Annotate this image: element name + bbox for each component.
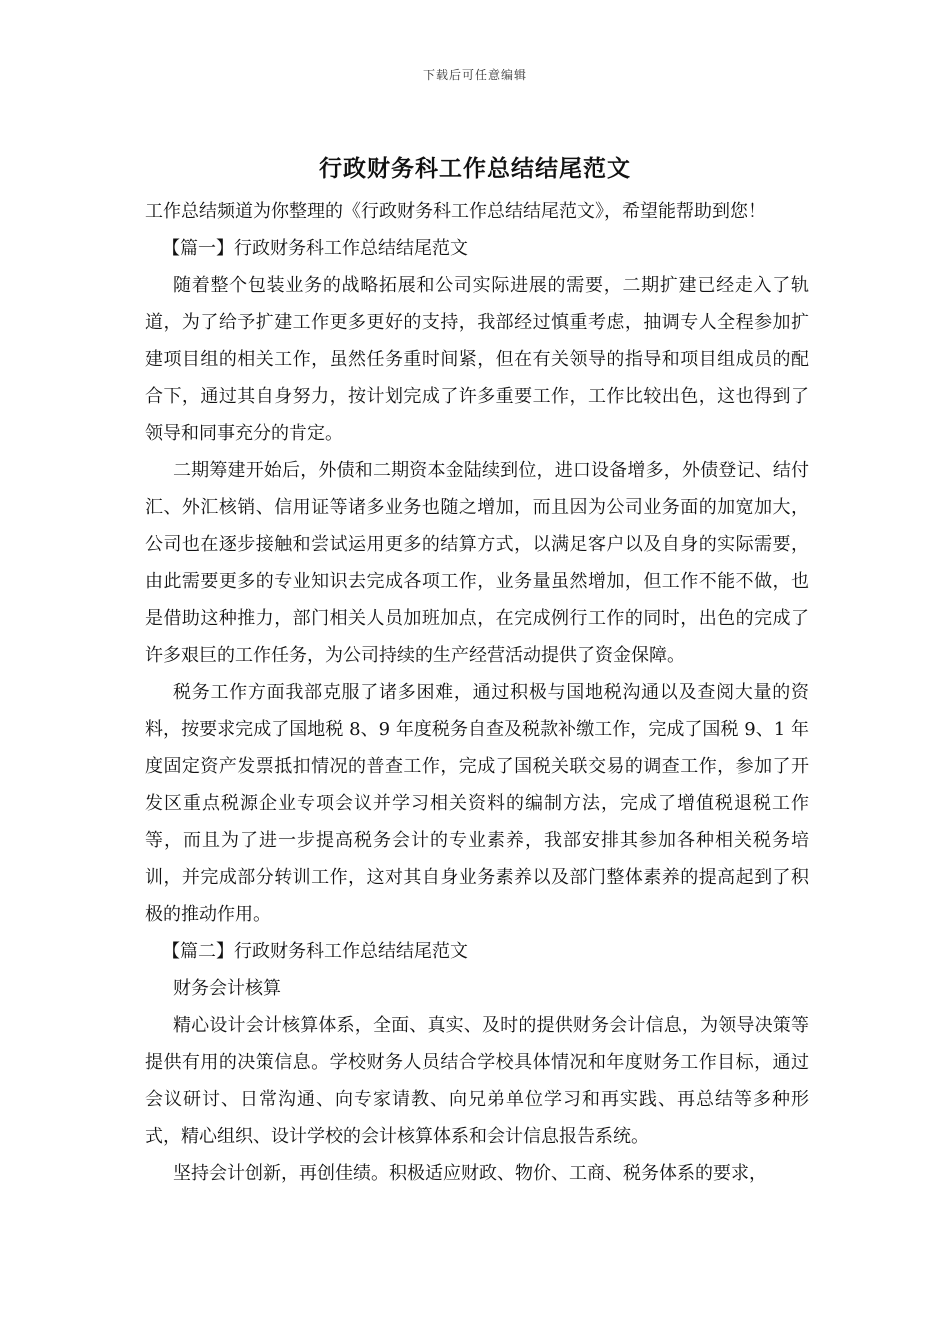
document-body (145, 193, 809, 1192)
intro-paragraph: 工作总结频道为你整理的《行政财务科工作总结结尾范文》，希望能帮助到您！ (145, 201, 766, 222)
section-heading-1: 【篇一】行政财务科工作总结结尾范文 (162, 238, 468, 259)
body-paragraph: 坚持会计创新，再创佳绩。积极适应财政、物价、工商、税务体系的要求， (173, 1163, 767, 1184)
body-paragraph: 税务工作方面我部克服了诸多困难，通过积极与国地税沟通以及查阅大量的资料，按要求完成了国地税 8、9 年度税务自查及税款补缴工作，完成了国税 9、1 年度固定资产发票抵扣情况的普查工作，完成了国税关联交易的调查工作，参加了开发区重点税源企业专项会议并学习相关资料的编制方法，完成了增值税退税工作等，而且为了进一步提高税务会计的专业素养，我部安排其参加各种相关税务培训，并完成部分转训工作，这对其自身业务素养以及部门整体素养的提高起到了积极的推动作用。 (145, 682, 809, 925)
section-heading-2: 【篇二】行政财务科工作总结结尾范文 (162, 941, 468, 962)
body-paragraph: 随着整个包装业务的战略拓展和公司实际进展的需要，二期扩建已经走入了轨道，为了给予扩建工作更多更好的支持，我部经过慎重考虑，抽调专人全程参加扩建项目组的相关工作，虽然任务重时间紧，但在有关领导的指导和项目组成员的配合下，通过其自身努力，按计划完成了许多重要工作，工作比较出色，这也得到了领导和同事充分的肯定。 (145, 275, 809, 444)
body-paragraph: 二期筹建开始后，外债和二期资本金陆续到位，进口设备增多，外债登记、结付汇、外汇核销、信用证等诸多业务也随之增加，而且因为公司业务面的加宽加大，公司也在逐步接触和尝试运用更多的结算方式，以满足客户以及自身的实际需要，由此需要更多的专业知识去完成各项工作，业务量虽然增加，但工作不能不做，也是借助这种推力，部门相关人员加班加点，在完成例行工作的同时，出色的完成了许多艰巨的工作任务，为公司持续的生产经营活动提供了资金保障。 (145, 460, 809, 666)
body-paragraph: 精心设计会计核算体系，全面、真实、及时的提供财务会计信息，为领导决策等提供有用的决策信息。学校财务人员结合学校具体情况和年度财务工作目标，通过会议研讨、日常沟通、向专家请教、向兄弟单位学习和再实践、再总结等多种形式，精心组织、设计学校的会计核算体系和会计信息报告系统。 (145, 1015, 809, 1147)
page-header-note: 下载后可任意编辑 (422, 68, 527, 82)
document-title: 行政财务科工作总结结尾范文 (319, 155, 631, 182)
subsection-title: 财务会计核算 (173, 978, 281, 999)
